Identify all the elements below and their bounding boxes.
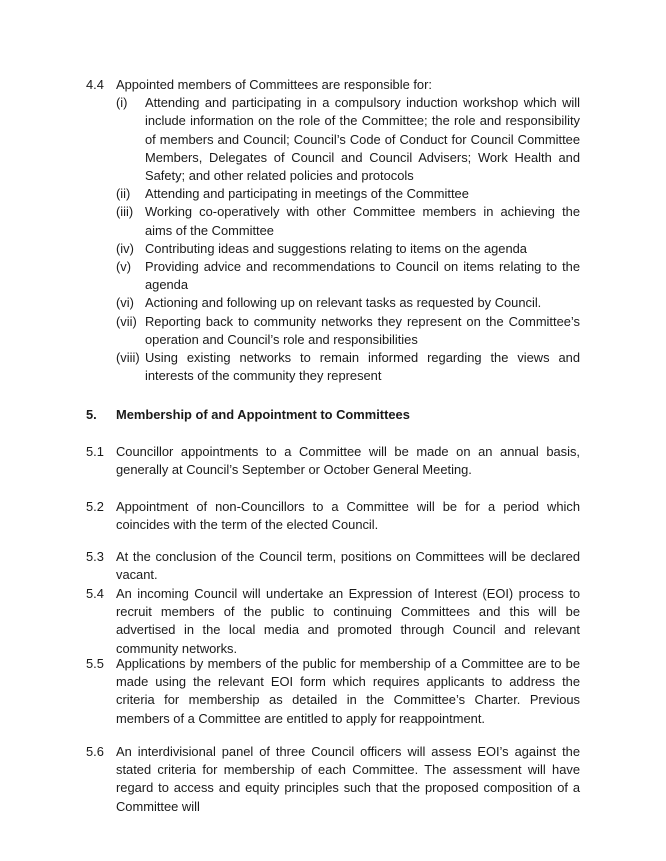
list-item-text: Actioning and following up on relevant tasks as requested by Council.	[145, 295, 542, 311]
clause-text: Appointment of non-Councillors to a Committee will be for a period which coincides with the term of the elected Council.	[116, 499, 580, 533]
list-item-text: Using existing networks to remain informed regarding the views and interests of the community they represent	[145, 350, 580, 384]
list-item-text: Reporting back to community networks they represent on the Committee’s operation and Council’s role and responsibilities	[145, 313, 580, 347]
list-item-label: (vi)	[116, 295, 134, 311]
list-item-text: Contributing ideas and suggestions relating to items on the agenda	[145, 240, 527, 256]
clause-number: 5.3	[86, 549, 104, 564]
list-item	[0, 258, 666, 294]
list-item	[0, 294, 666, 312]
list-item	[0, 240, 666, 258]
section-title: Membership of and Appointment to Committees	[116, 407, 410, 422]
clause-number: 5.1	[86, 444, 104, 459]
clause-5-4	[0, 585, 666, 658]
list-item-label: (vii)	[116, 313, 137, 329]
clause-5-3	[0, 548, 666, 584]
clause-number: 4.4	[86, 77, 104, 92]
section-4-4	[0, 76, 666, 385]
clause-text: An incoming Council will undertake an Expression of Interest (EOI) process to recruit members of the public to continuing Committees and this will be advertised in the local media and promoted through Council and relevant community networks.	[116, 586, 580, 656]
list-item-text: Attending and participating in a compulsory induction workshop which will include information on the role of the Committee; the role and responsibility of members and Council; Council’s Code of Conduct for Council Committee Members, Delegates of Council and Council Advisers; Work Health and Safety; and other related policies and protocols	[145, 95, 580, 184]
list-item	[0, 185, 666, 203]
list-item-label: (v)	[116, 259, 132, 275]
list-item-text: Providing advice and recommendations to Council on items relating to the agenda	[145, 259, 580, 293]
clause-text: An interdivisional panel of three Council officers will assess EOI’s against the stated criteria for membership of each Committee. The assessment will have regard to access and equity principles such that the proposed composition of a Committee will	[116, 744, 580, 814]
list-item-label: (i)	[116, 95, 128, 111]
list-item-label: (viii)	[116, 350, 140, 366]
clause-text: Applications by members of the public for membership of a Committee are to be made using the relevant EOI form which requires applicants to address the criteria for membership as detailed in the Committee’s Charter. Previous members of a Committee are entitled to apply for reappointment.	[116, 656, 580, 726]
clause-text: At the conclusion of the Council term, positions on Committees will be declared vacant.	[116, 549, 580, 583]
clause-5-1	[0, 443, 666, 479]
section-number: 5.	[86, 407, 97, 422]
section-5-heading	[0, 406, 666, 424]
clause-5-5	[0, 655, 666, 728]
list-item	[0, 94, 666, 185]
clause-5-6	[0, 743, 666, 816]
clause-4-4-intro	[0, 76, 666, 94]
list-item-label: (ii)	[116, 186, 131, 202]
clause-number: 5.2	[86, 499, 104, 514]
clause-number: 5.6	[86, 744, 104, 759]
clause-text: Appointed members of Committees are responsible for:	[116, 77, 432, 92]
list-item-label: (iv)	[116, 240, 134, 256]
clause-number: 5.5	[86, 656, 104, 671]
list-item	[0, 313, 666, 349]
list-item-text: Attending and participating in meetings of the Committee	[145, 186, 469, 202]
clause-number: 5.4	[86, 586, 104, 601]
list-item	[0, 203, 666, 239]
list-item-label: (iii)	[116, 204, 134, 220]
list-item	[0, 349, 666, 385]
clause-5-2	[0, 498, 666, 534]
list-item-text: Working co-operatively with other Committee members in achieving the aims of the Committee	[145, 204, 580, 238]
clause-text: Councillor appointments to a Committee will be made on an annual basis, generally at Council’s September or October General Meeting.	[116, 444, 580, 478]
